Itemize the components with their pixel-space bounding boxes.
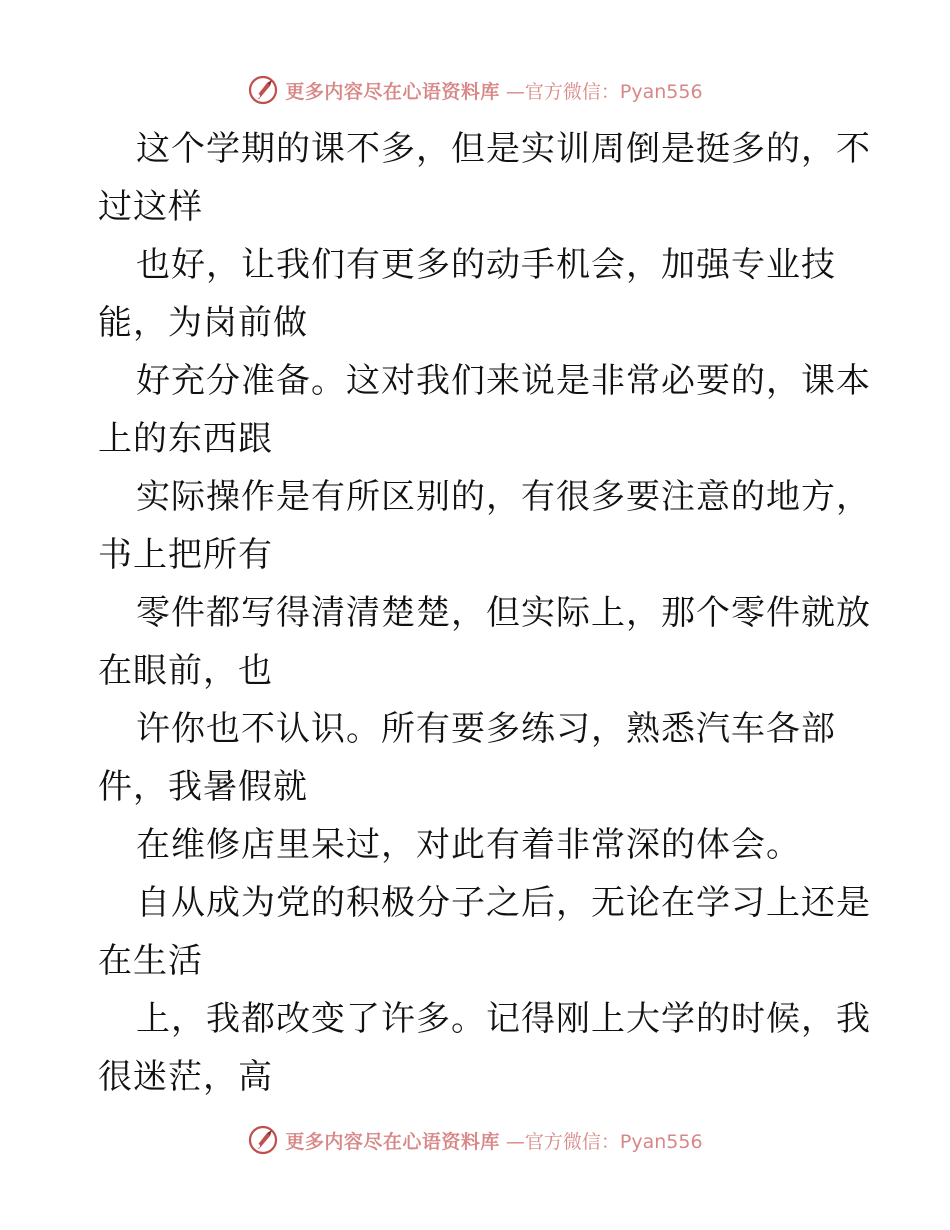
watermark-brand bbox=[247, 1124, 702, 1156]
text-line: 在维修店里呆过，对此有着非常深的体会。 bbox=[136, 825, 801, 865]
document-body bbox=[98, 120, 871, 1106]
text-line: 好充分准备。这对我们来说是非常必要的，课本 bbox=[136, 361, 871, 401]
text-line: 在生活 bbox=[98, 941, 203, 981]
watermark-brand-text: 更多内容尽在心语资料库 bbox=[285, 80, 500, 103]
text-line: 能，为岗前做 bbox=[98, 303, 308, 343]
text-line: 也好，让我们有更多的动手机会，加强专业技 bbox=[136, 245, 836, 285]
watermark-wechat-text: —官方微信：Pyan556 bbox=[505, 80, 703, 103]
text-line: 件，我暑假就 bbox=[98, 767, 308, 807]
text-line: 上的东西跟 bbox=[98, 419, 273, 459]
watermark-wechat-text: —官方微信：Pyan556 bbox=[505, 1130, 703, 1153]
text-line: 零件都写得清清楚楚，但实际上，那个零件就放 bbox=[136, 593, 871, 633]
text-line: 许你也不认识。所有要多练习，熟悉汽车各部 bbox=[136, 709, 836, 749]
page-header-watermark bbox=[0, 70, 950, 110]
text-line: 实际操作是有所区别的，有很多要注意的地方， bbox=[136, 477, 871, 517]
text-line: 很迷茫，高 bbox=[98, 1057, 273, 1097]
text-line: 过这样 bbox=[98, 187, 203, 227]
quill-pen-circle-icon bbox=[247, 74, 279, 106]
text-line: 这个学期的课不多，但是实训周倒是挺多的，不 bbox=[136, 129, 871, 169]
text-line: 上，我都改变了许多。记得刚上大学的时候，我 bbox=[136, 999, 871, 1039]
text-line: 书上把所有 bbox=[98, 535, 273, 575]
page-footer-watermark bbox=[0, 1120, 950, 1160]
quill-pen-circle-icon bbox=[247, 1124, 279, 1156]
text-line: 自从成为党的积极分子之后，无论在学习上还是 bbox=[136, 883, 871, 923]
watermark-brand-text: 更多内容尽在心语资料库 bbox=[285, 1130, 500, 1153]
text-line: 在眼前，也 bbox=[98, 651, 273, 691]
watermark-brand bbox=[247, 74, 702, 106]
